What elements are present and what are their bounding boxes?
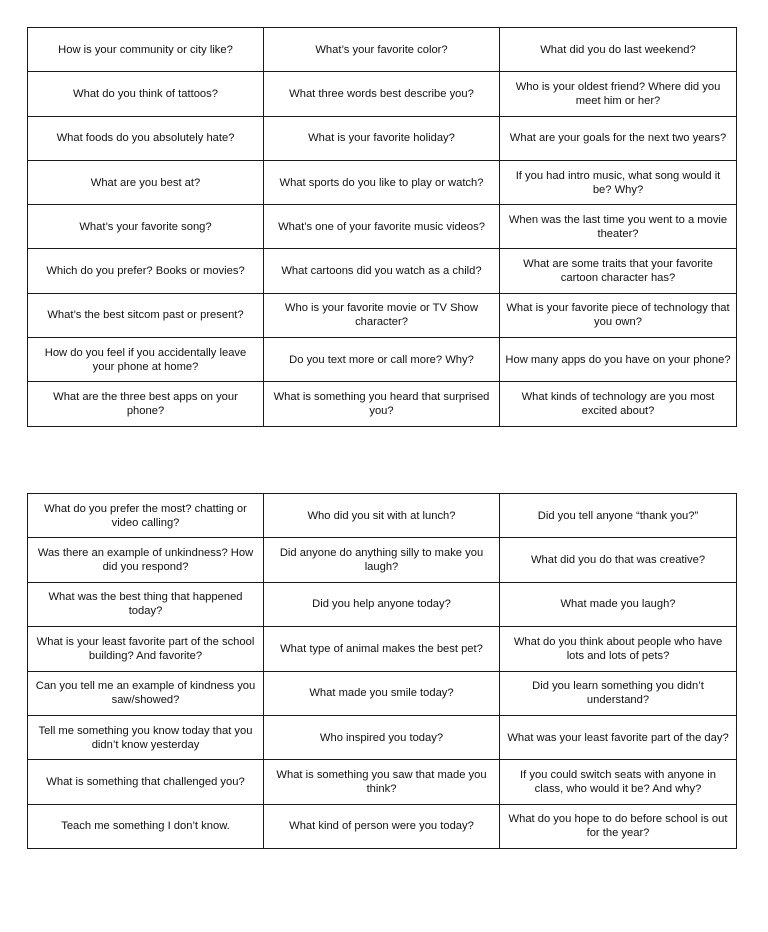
question-cell: What do you hope to do before school is out for the year? [500,804,737,848]
table-row [28,538,737,582]
question-cell: If you could switch seats with anyone in class, who would it be? And why? [500,760,737,804]
question-cell: Did you learn something you didn’t understand? [500,671,737,715]
question-cell: How many apps do you have on your phone? [500,338,737,382]
question-cell: What do you think of tattoos? [28,72,264,116]
question-cell: Did you tell anyone “thank you?” [500,494,737,538]
question-cell: What was your least favorite part of the day? [500,715,737,759]
question-cell: What sports do you like to play or watch? [264,160,500,204]
question-cell: What are you best at? [28,160,264,204]
question-cell: What is your favorite piece of technology that you own? [500,293,737,337]
question-cell: What’s the best sitcom past or present? [28,293,264,337]
table-row [28,582,737,626]
question-cell: What was the best thing that happened today? [28,582,264,626]
table-row [28,760,737,804]
question-cell: What did you do that was creative? [500,538,737,582]
question-cell: Was there an example of unkindness? How did you respond? [28,538,264,582]
question-cell: Who is your oldest friend? Where did you meet him or her? [500,72,737,116]
question-cell: Who is your favorite movie or TV Show character? [264,293,500,337]
question-cell: What is something you heard that surprised you? [264,382,500,426]
question-cell: What did you do last weekend? [500,28,737,72]
table-row [28,804,737,848]
question-cell: What is your least favorite part of the school building? And favorite? [28,627,264,671]
question-cell: Do you text more or call more? Why? [264,338,500,382]
question-cell: What kind of person were you today? [264,804,500,848]
table-row [28,72,737,116]
question-cell: What are your goals for the next two years? [500,116,737,160]
table-row [28,338,737,382]
question-cell: Tell me something you know today that you didn’t know yesterday [28,715,264,759]
table-row [28,160,737,204]
question-cell: Which do you prefer? Books or movies? [28,249,264,293]
question-cell: How do you feel if you accidentally leave your phone at home? [28,338,264,382]
question-cell: What made you laugh? [500,582,737,626]
table-row [28,28,737,72]
table-row [28,494,737,538]
table-row [28,205,737,249]
question-cell: Who did you sit with at lunch? [264,494,500,538]
question-cell: What is your favorite holiday? [264,116,500,160]
question-cell: What is something you saw that made you think? [264,760,500,804]
question-cell: Who inspired you today? [264,715,500,759]
question-cell: Did anyone do anything silly to make you laugh? [264,538,500,582]
question-cell: When was the last time you went to a movie theater? [500,205,737,249]
table-row [28,382,737,426]
question-cell: If you had intro music, what song would it be? Why? [500,160,737,204]
question-cell: What foods do you absolutely hate? [28,116,264,160]
question-cell: Did you help anyone today? [264,582,500,626]
table-row [28,116,737,160]
question-cell: What’s one of your favorite music videos? [264,205,500,249]
question-cell: How is your community or city like? [28,28,264,72]
question-cell: What’s your favorite color? [264,28,500,72]
question-cell: What do you prefer the most? chatting or video calling? [28,494,264,538]
table-row [28,627,737,671]
question-cell: What made you smile today? [264,671,500,715]
question-cell: What are the three best apps on your phone? [28,382,264,426]
question-cell: Teach me something I don’t know. [28,804,264,848]
question-cell: What kinds of technology are you most excited about? [500,382,737,426]
question-cell: What do you think about people who have lots and lots of pets? [500,627,737,671]
question-cell: What cartoons did you watch as a child? [264,249,500,293]
table-row [28,671,737,715]
question-cell: What type of animal makes the best pet? [264,627,500,671]
question-cell: What three words best describe you? [264,72,500,116]
question-cell: What are some traits that your favorite cartoon character has? [500,249,737,293]
question-table-2 [27,493,737,849]
question-table-1 [27,27,737,427]
question-cell: What is something that challenged you? [28,760,264,804]
table-row [28,715,737,759]
table-row [28,249,737,293]
question-cell: Can you tell me an example of kindness you saw/showed? [28,671,264,715]
question-cell: What’s your favorite song? [28,205,264,249]
table-row [28,293,737,337]
